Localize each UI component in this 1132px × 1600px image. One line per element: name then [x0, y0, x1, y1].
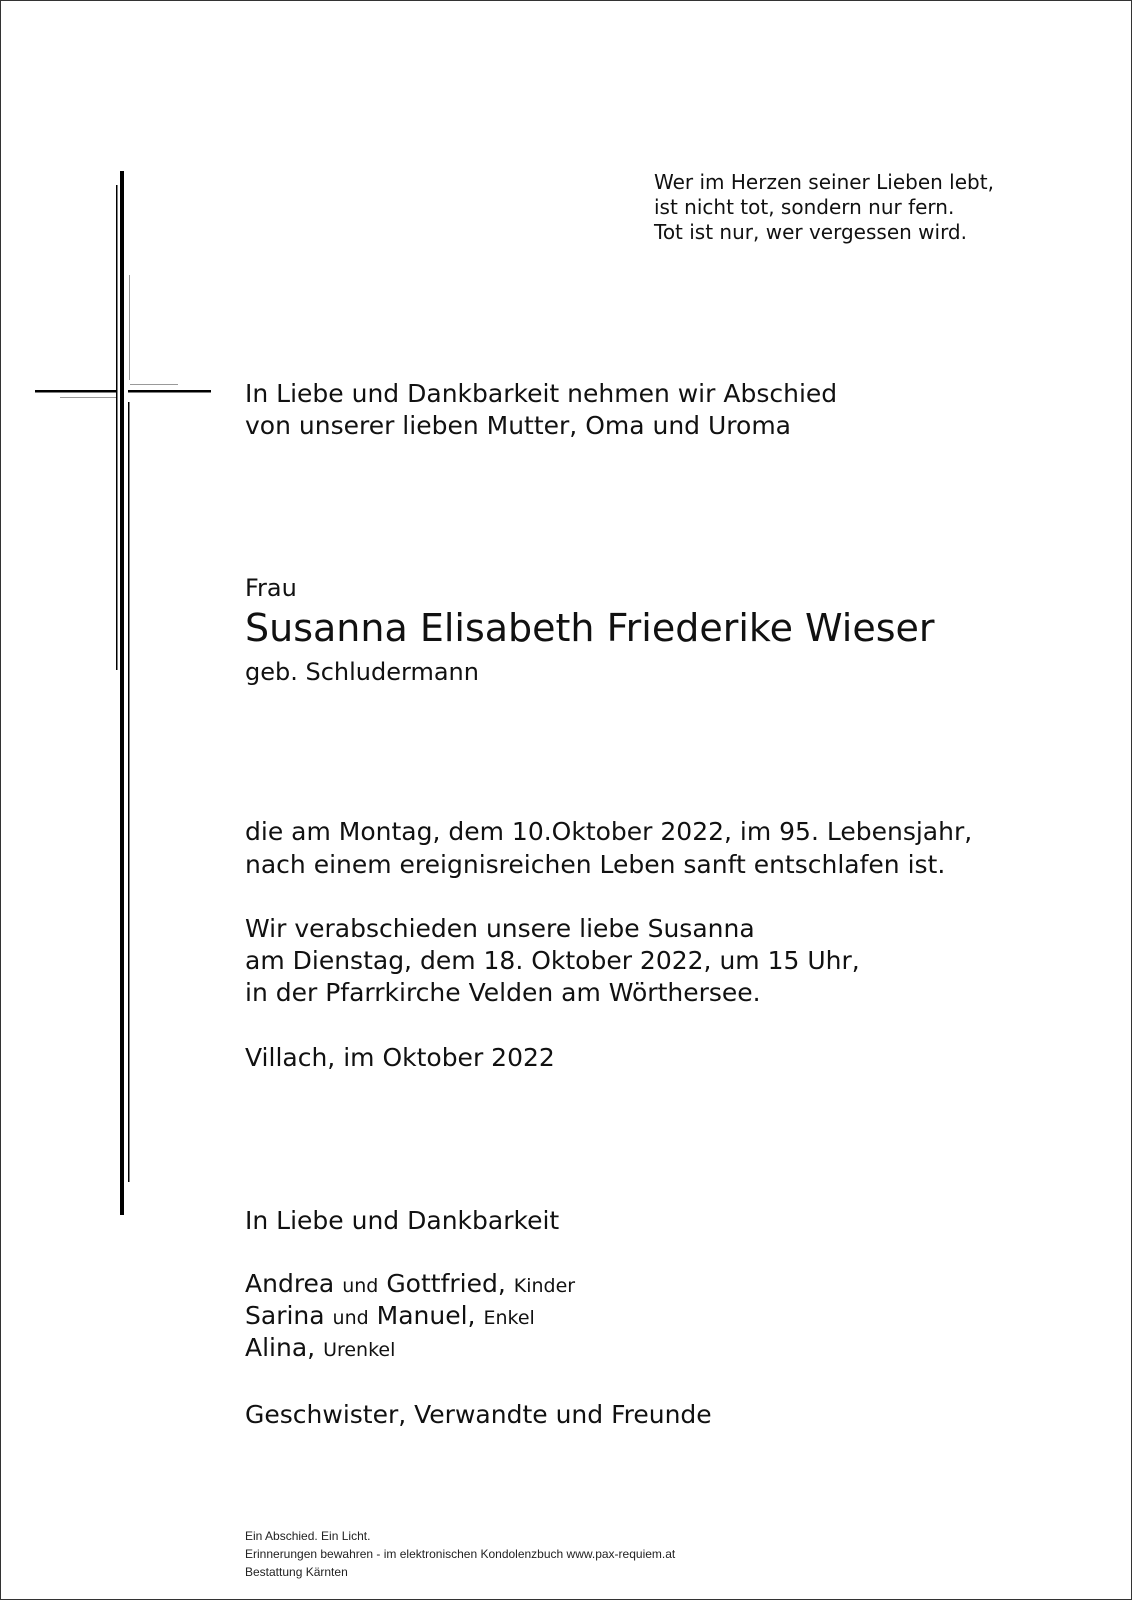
family-relation: Kinder	[513, 1275, 576, 1297]
family-conjunction: und	[342, 1275, 379, 1297]
quote-line: Wer im Herzen seiner Lieben lebt,	[654, 170, 994, 194]
family-name: Andrea	[245, 1269, 335, 1298]
family-name: Manuel,	[376, 1301, 476, 1330]
family-relation: Urenkel	[323, 1339, 396, 1361]
family-row	[245, 1268, 575, 1302]
farewell-line: in der Pfarrkirche Velden am Wörthersee.	[245, 978, 761, 1007]
farewell-line: Wir verabschieden unsere liebe Susanna	[245, 914, 755, 943]
footer-link-line[interactable]: Erinnerungen bewahren - im elektronischen Kondolenzbuch www.pax-requiem.at	[245, 1547, 676, 1561]
farewell-line: am Dienstag, dem 18. Oktober 2022, um 15 Uhr,	[245, 946, 860, 975]
death-line: die am Montag, dem 10.Oktober 2022, im 95. Lebensjahr,	[245, 817, 973, 846]
family-name: Sarina	[245, 1301, 325, 1330]
intro-line: von unserer lieben Mutter, Oma und Uroma	[245, 411, 791, 440]
family-name: Alina,	[245, 1333, 316, 1362]
family-relation: Enkel	[483, 1307, 535, 1329]
family-row	[245, 1300, 535, 1334]
intro-line: In Liebe und Dankbarkeit nehmen wir Abschied	[245, 379, 838, 408]
cross-icon	[0, 0, 220, 1230]
quote-line: ist nicht tot, sondern nur fern.	[654, 195, 955, 219]
family-conjunction: und	[332, 1307, 369, 1329]
deceased-name: Susanna Elisabeth Friederike Wieser	[245, 606, 935, 650]
salutation: Frau	[245, 574, 297, 602]
birth-name: geb. Schludermann	[245, 658, 479, 686]
quote-line: Tot ist nur, wer vergessen wird.	[654, 220, 967, 244]
death-line: nach einem ereignisreichen Leben sanft entschlafen ist.	[245, 850, 946, 879]
others-line: Geschwister, Verwandte und Freunde	[245, 1400, 712, 1429]
footer-line: Ein Abschied. Ein Licht.	[245, 1529, 371, 1543]
place-date: Villach, im Oktober 2022	[245, 1043, 555, 1072]
closing-line: In Liebe und Dankbarkeit	[245, 1206, 560, 1235]
family-row	[245, 1332, 395, 1366]
footer-line: Bestattung Kärnten	[245, 1565, 348, 1579]
family-name: Gottfried,	[386, 1269, 506, 1298]
